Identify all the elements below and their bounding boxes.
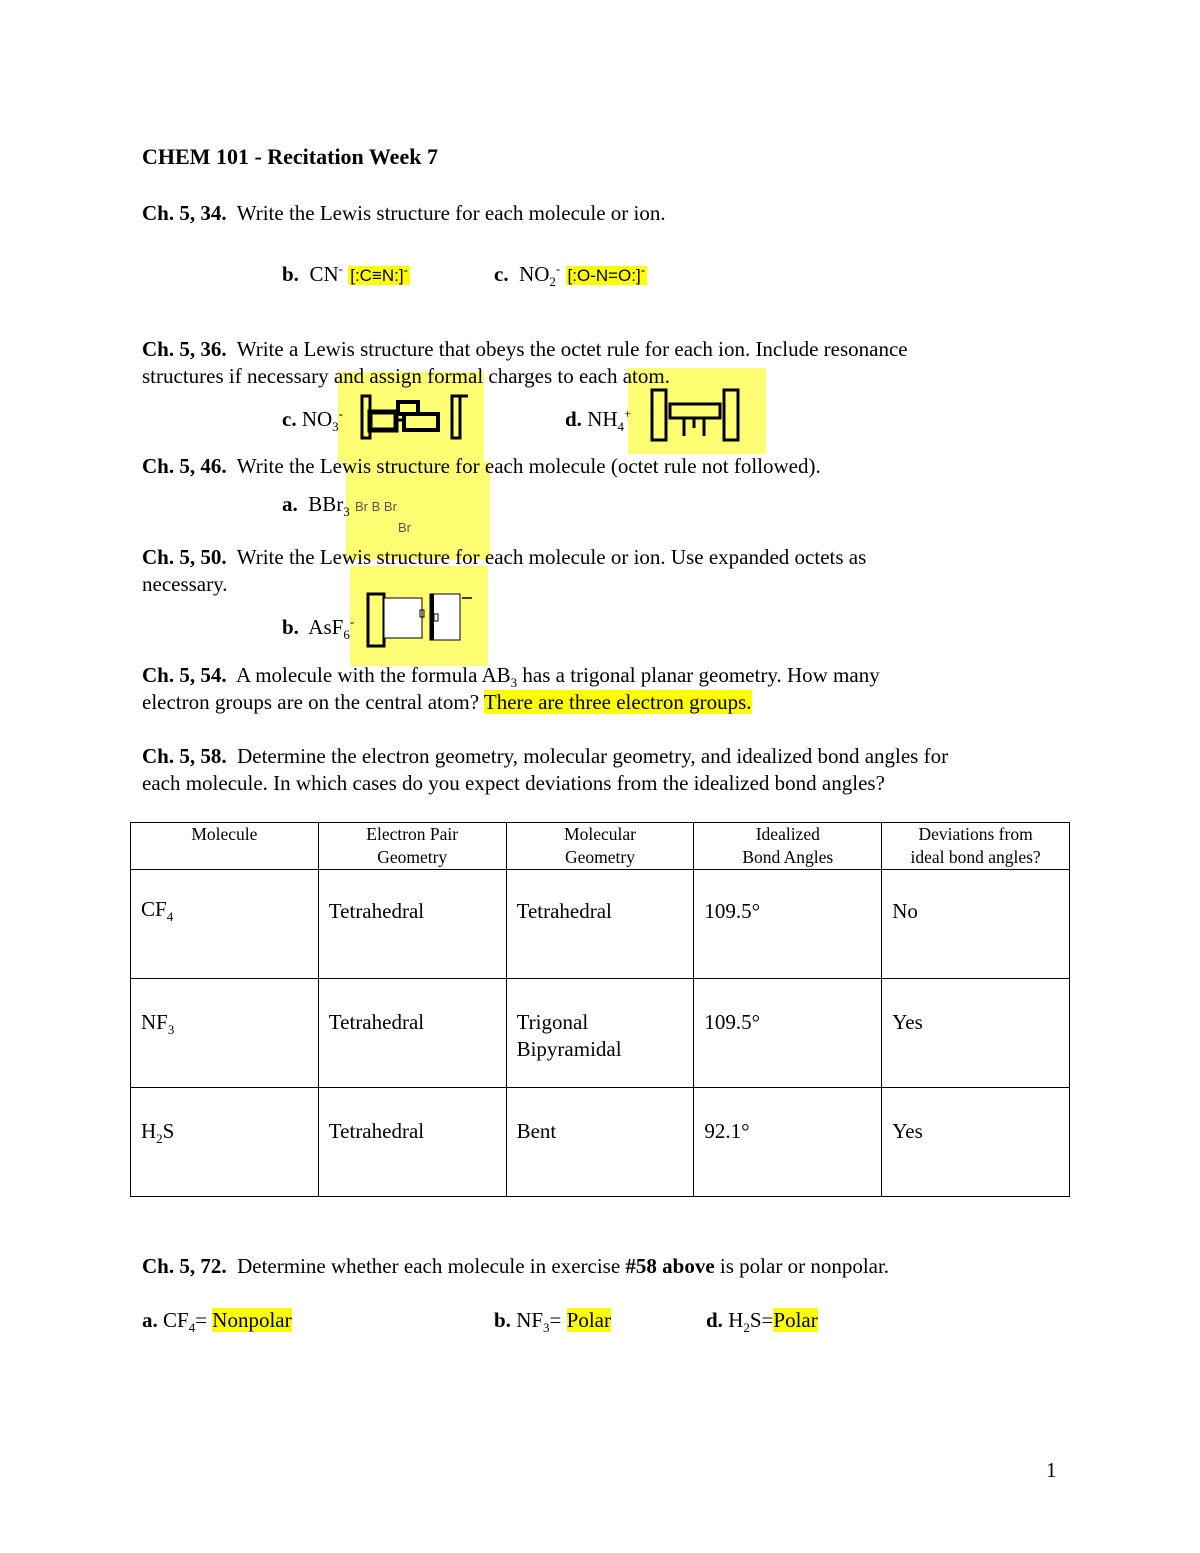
question-58: Ch. 5, 58. Determine the electron geometry, molecular geometry, and idealized bond angles for: [142, 744, 949, 768]
column-header-molecule: Molecule: [131, 823, 319, 870]
question-50-line2: necessary.: [142, 572, 228, 596]
cell-molecular-geometry: Tetrahedral: [516, 899, 612, 923]
cell-molecule: $H_2S$: [141, 1119, 175, 1147]
question-36-c: c. $NO_3^-$: [282, 406, 344, 435]
question-34-b: b. CN- [:C≡N:]-: [282, 261, 408, 286]
question-72-d: d. $H_2S=Polar$: [706, 1308, 818, 1336]
cell-bond-angle: 109.5°: [704, 899, 761, 923]
geometry-table: [130, 822, 1070, 1197]
answer-cf4-polarity: Nonpolar: [212, 1308, 292, 1332]
no3-lewis-structure: [360, 392, 470, 442]
cell-molecule: $CF_4$: [141, 897, 174, 925]
answer-bbr3-lewis-bottom: Br: [398, 520, 411, 535]
answer-h2s-polarity: Polar: [773, 1308, 818, 1332]
question-54: Ch. 5, 54. A molecule with the formula $AB_3$ has a trigonal planar geometry. How many: [142, 663, 880, 691]
question-46: Ch. 5, 46. Write the Lewis structure for each molecule (octet rule not followed).: [142, 454, 821, 478]
question-72-b: b. $NF_3=$ Polar: [494, 1308, 611, 1336]
column-header-bond-angles: Idealized Bond Angles: [694, 823, 882, 870]
question-72-a: a. $CF_4=$ Nonpolar: [142, 1308, 292, 1336]
question-46-a: a. BBr$_3$ Br B Br: [282, 492, 397, 520]
question-54-line2: electron groups are on the central atom? There are three electron groups.: [142, 690, 752, 714]
cell-molecular-geometry: Bent: [516, 1119, 557, 1143]
column-header-electron-pair-geometry: Electron Pair Geometry: [318, 823, 506, 870]
answer-nf3-polarity: Polar: [566, 1308, 611, 1332]
question-50: Ch. 5, 50. Write the Lewis structure for each molecule or ion. Use expanded octets as: [142, 545, 867, 569]
page-title: CHEM 101 - Recitation Week 7: [142, 144, 438, 169]
column-header-molecular-geometry: Molecular Geometry: [506, 823, 694, 870]
cell-bond-angle: 92.1°: [704, 1119, 750, 1143]
question-34: [142, 200, 666, 227]
question-text: Write the Lewis structure for each molecule or ion.: [236, 201, 666, 225]
cell-deviation: Yes: [892, 1010, 923, 1034]
cell-bond-angle: 109.5°: [704, 1010, 761, 1034]
cell-deviation: No: [892, 899, 918, 923]
cell-electron-geometry: Tetrahedral: [328, 899, 425, 923]
cell-deviation: Yes: [892, 1119, 923, 1143]
question-36-line2: structures if necessary and assign formal charges to each atom.: [142, 364, 670, 388]
table-header-row: [131, 823, 1070, 870]
cell-electron-geometry: Tetrahedral: [328, 1010, 425, 1034]
table-row: [131, 979, 1070, 1088]
answer-electron-groups: There are three electron groups.: [483, 690, 752, 714]
answer-cn-lewis: [:C≡N:]-: [350, 262, 408, 285]
column-header-deviations: Deviations from ideal bond angles?: [882, 823, 1070, 870]
answer-bbr3-lewis: Br B Br: [355, 499, 397, 514]
table-row: [131, 870, 1070, 979]
question-72: Ch. 5, 72. Determine whether each molecule in exercise #58 above is polar or nonpolar.: [142, 1254, 890, 1278]
question-label: Ch. 5, 34.: [142, 201, 227, 225]
question-36: Ch. 5, 36. Write a Lewis structure that obeys the octet rule for each ion. Include resonance: [142, 337, 908, 361]
question-58-line2: each molecule. In which cases do you expect deviations from the idealized bond angles?: [142, 771, 885, 795]
cell-molecule: $NF_3$: [141, 1010, 175, 1038]
cell-molecular-geometry: Trigonal Bipyramidal: [516, 1010, 622, 1061]
question-36-d: d. $NH_4^+$: [565, 406, 632, 435]
asf6-lewis-structure: [364, 590, 476, 650]
nh4-lewis-structure: [650, 386, 742, 444]
question-34-c: c. $NO_2^-$ [:O-N=O:]-: [494, 261, 646, 290]
question-50-b: b. AsF$_6$-: [282, 614, 355, 643]
page-number: 1: [1046, 1458, 1057, 1482]
table-row: [131, 1088, 1070, 1197]
answer-no2-lewis: [:O-N=O:]-: [567, 262, 646, 285]
cell-electron-geometry: Tetrahedral: [328, 1119, 425, 1143]
